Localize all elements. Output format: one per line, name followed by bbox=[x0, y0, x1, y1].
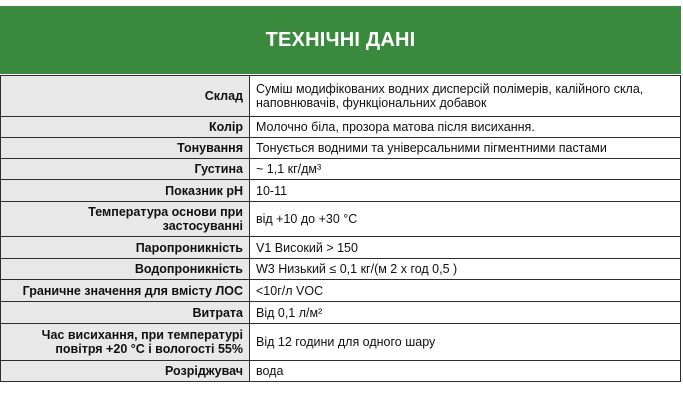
row-label: Витрата bbox=[1, 302, 250, 324]
row-label: Граничне значення для вмісту ЛОС bbox=[1, 280, 250, 302]
row-value: Від 12 години для одного шару bbox=[250, 324, 681, 361]
table-row bbox=[1, 280, 681, 302]
table-row bbox=[1, 117, 681, 138]
table-row bbox=[1, 202, 681, 237]
row-label: Густина bbox=[1, 159, 250, 180]
row-value: <10г/л VOC bbox=[250, 280, 681, 302]
row-label: Тонування bbox=[1, 138, 250, 159]
table-row bbox=[1, 259, 681, 280]
table-row bbox=[1, 159, 681, 180]
row-value: 10-11 bbox=[250, 180, 681, 202]
row-value: W3 Низький ≤ 0,1 кг/(м 2 х год 0,5 ) bbox=[250, 259, 681, 280]
row-value: вода bbox=[250, 361, 681, 382]
row-value: Суміш модифікованих водних дисперсій полімерів, калійного скла, наповнювачів, функціональних добавок bbox=[250, 76, 681, 117]
row-label: Колір bbox=[1, 117, 250, 138]
table-row bbox=[1, 361, 681, 382]
row-value: Від 0,1 л/м² bbox=[250, 302, 681, 324]
row-label: Водопроникність bbox=[1, 259, 250, 280]
table-row bbox=[1, 324, 681, 361]
section-title-bar bbox=[0, 6, 681, 74]
row-label: Час висихання, при температурі повітря +20 °С і вологості 55% bbox=[1, 324, 250, 361]
row-value: ~ 1,1 кг/дм³ bbox=[250, 159, 681, 180]
table-row bbox=[1, 138, 681, 159]
row-label: Паропроникність bbox=[1, 237, 250, 259]
row-label: Показник рН bbox=[1, 180, 250, 202]
row-label: Склад bbox=[1, 76, 250, 117]
table-row bbox=[1, 180, 681, 202]
table-row bbox=[1, 302, 681, 324]
row-value: V1 Високий > 150 bbox=[250, 237, 681, 259]
row-label: Температура основи при застосуванні bbox=[1, 202, 250, 237]
table-row bbox=[1, 237, 681, 259]
row-value: Молочно біла, прозора матова після висихання. bbox=[250, 117, 681, 138]
row-value: від +10 до +30 °С bbox=[250, 202, 681, 237]
technical-data-table bbox=[0, 75, 681, 382]
row-value: Тонується водними та універсальними пігментними пастами bbox=[250, 138, 681, 159]
table-row bbox=[1, 76, 681, 117]
section-title: ТЕХНІЧНІ ДАНІ bbox=[265, 28, 416, 51]
row-label: Розріджувач bbox=[1, 361, 250, 382]
